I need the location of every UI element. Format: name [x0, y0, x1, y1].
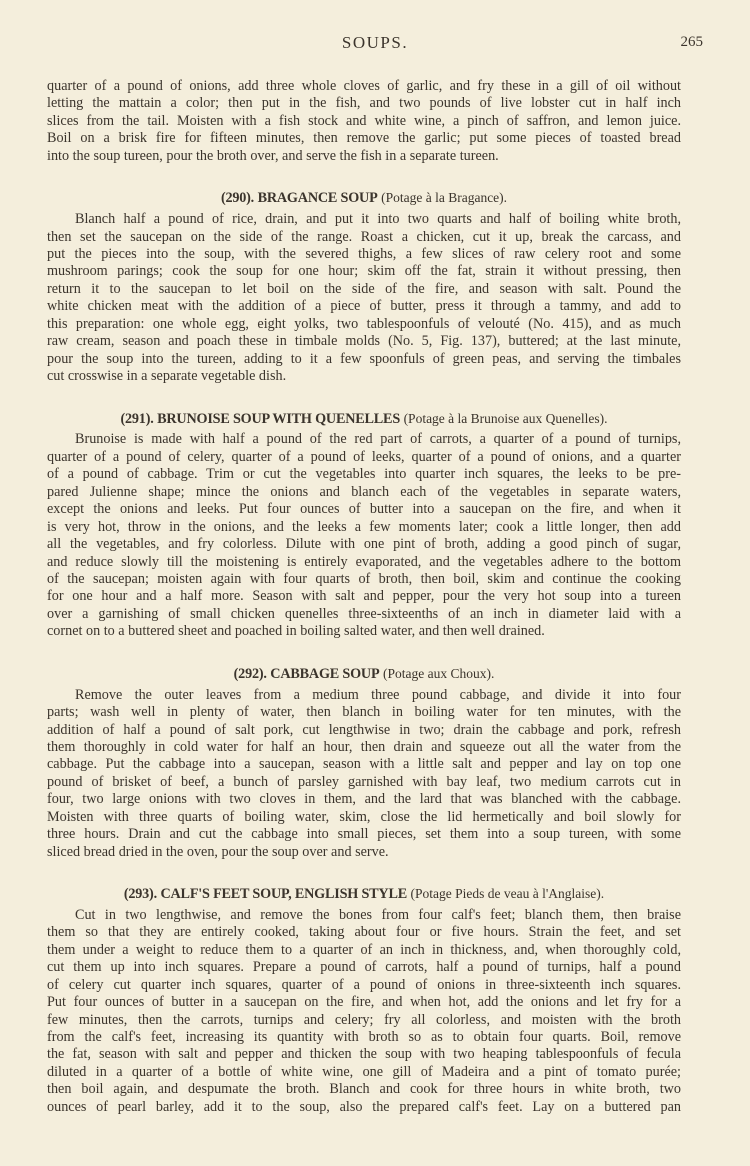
text-line: pour the soup into the tureen, adding to it a few spoonfuls of green peas, and serving the timbales — [47, 350, 681, 367]
text-line: four, two large onions with two cloves in them, and the lard that was blanched with the cabbage. — [47, 791, 681, 808]
recipe-number: (290). — [220, 190, 255, 207]
text-line: raw cream, season and poach these in timbale molds (No. 5, Fig. 137), buttered; at the last minute, — [47, 333, 681, 350]
text-line: Boil on a brisk fire for fifteen minutes, then remove the garlic; put some pieces of toasted bread — [47, 130, 681, 147]
text-line: quarter of a pound of onions, add three whole cloves of garlic, and fry these in a gill of oil without — [47, 78, 681, 94]
text-line: pared Julienne shape; mince the onions and blanch each of the vegetables in separate waters, — [47, 483, 681, 500]
text-line: pound of brisket of beef, a bunch of parsley garnished with bay leaf, two medium carrots cut in — [47, 773, 681, 790]
page-number: 265 — [680, 34, 703, 50]
recipe-french-title: (Potage à la Bragance). — [381, 190, 508, 206]
text-line: white chicken meat with the addition of a piece of butter, press it through a tammy, and add to — [47, 298, 681, 315]
text-line: from the calf's feet, increasing its quantity with broth so as to obtain four quarts. Boil, remove — [47, 1029, 681, 1045]
text-line: mushroom parings; cook the soup for one hour; skim off the fat, strain it without pressing, then — [47, 263, 681, 280]
recipe-section — [47, 189, 681, 385]
text-line: of the saucepan; moisten again with four quarts of broth, then boil, skim and continue the cooking — [47, 570, 681, 587]
text-line: them under a weight to reduce them to a quarter of an inch in thickness, and, when thoroughly cold, — [47, 941, 681, 958]
recipe-title: CALF'S FEET SOUP, ENGLISH STYLE — [160, 886, 407, 902]
text-line: cut them up into inch squares. Prepare a pound of carrots, half a pound of turnips, half a pound — [47, 959, 681, 976]
text-line: except the onions and leeks. Put four ounces of butter into a saucepan on the fire, and when it — [47, 501, 681, 518]
running-head — [0, 31, 750, 53]
text-line: diluted in a quarter of a bottle of white wine, one gill of Madeira and a pint of tomato purée; — [47, 1063, 681, 1080]
recipe-french-title: (Potage à la Brunoise aux Quenelles). — [403, 410, 608, 426]
recipe-number: (292). — [233, 665, 267, 682]
recipe-title: CABBAGE SOUP — [270, 665, 380, 682]
recipe-heading — [47, 665, 681, 682]
text-line: Blanch half a pound of rice, drain, and put it into two quarts and half of boiling white broth, — [75, 211, 681, 228]
text-line: Brunoise is made with half a pound of the red part of carrots, a quarter of a pound of turnips, — [75, 431, 681, 448]
text-line: three hours. Drain and cut the cabbage into small pieces, set them into a soup tureen, with some — [47, 826, 681, 843]
text-line: and reduce slowly till the moistening is entirely evaporated, and the vegetables adhere to the bottom — [47, 553, 681, 570]
text-line: Remove the outer leaves from a medium three pound cabbage, and divide it into four — [75, 686, 681, 703]
recipe-section — [47, 665, 681, 861]
text-line: then set the saucepan on the side of the range. Roast a chicken, cut it up, break the carcass, and — [47, 228, 681, 245]
recipe-heading — [47, 410, 681, 427]
text-line: cut crosswise in a separate vegetable dish. — [47, 368, 287, 385]
recipe-title: BRAGANCE SOUP — [257, 190, 378, 207]
text-line: quarter of a pound of celery, quarter of a pound of leeks, quarter of a pound of onions, and a quarter — [47, 448, 681, 465]
recipe-french-title: (Potage aux Choux). — [382, 665, 495, 681]
text-line: slices from the tail. Moisten with a fish stock and white wine, a pinch of saffron, and lemon juice. — [47, 112, 681, 129]
text-line: letting the mattain a color; then put in the fish, and two pounds of live lobster cut in half inch — [47, 95, 681, 112]
text-line: is very hot, throw in the onions, and the leeks a few moments later; cook a little longer, then add — [47, 518, 681, 535]
text-line: Put four ounces of butter in a saucepan on the fire, and when hot, add the onions and let fry for a — [47, 994, 681, 1011]
text-line: over a garnishing of small chicken quenelles three-sixteenths of an inch in diameter laid with a — [47, 605, 681, 622]
text-line: then boil again, and despumate the broth. Blanch and cook for three hours in white broth, two — [47, 1081, 681, 1098]
text-line: cabbage. Put the cabbage into a saucepan, season with a little salt and pepper and lay on top one — [47, 756, 681, 773]
recipe-section — [47, 78, 681, 165]
recipe-french-title: (Potage Pieds de veau à l'Anglaise). — [410, 886, 605, 901]
text-line: ounces of pearl barley, add it to the soup, also the prepared calf's feet. Lay on a buttered pan — [47, 1098, 681, 1115]
text-line: sliced bread dried in the oven, pour the soup over and serve. — [47, 843, 389, 860]
text-line: return it to the saucepan to let boil on the side of the fire, and season with salt. Pound the — [47, 280, 681, 297]
recipe-heading — [47, 885, 681, 902]
text-line: the fat, season with salt and pepper and thicken the soup with two heaping tablespoonfuls of fecula — [47, 1046, 681, 1063]
running-head-title: SOUPS. — [341, 33, 409, 52]
text-line: this preparation: one whole egg, eight yolks, two tablespoonfuls of velouté (No. 415), and as much — [47, 315, 681, 332]
recipe-heading — [47, 189, 681, 206]
text-line: them thoroughly in cold water for half an hour, then drain and squeeze out all the water from the — [47, 738, 681, 755]
recipe-number: (291). — [120, 410, 154, 427]
recipe-section — [47, 410, 681, 641]
text-line: put the pieces into the soup, with the severed thighs, a few slices of raw celery root and some — [47, 246, 681, 262]
text-line: few minutes, then the carrots, turnips and celery; fry all colorless, and moisten with the broth — [47, 1011, 681, 1028]
page-body — [47, 78, 681, 1116]
text-line: into the soup tureen, pour the broth over, and serve the fish in a separate tureen. — [47, 147, 499, 164]
text-line: cornet on to a buttered sheet and poached in boiling salted water, and then well drained. — [47, 623, 545, 640]
text-line: parts; wash well in plenty of water, then blanch in boiling water for ten minutes, with the — [47, 704, 681, 721]
text-line: Cut in two lengthwise, and remove the bones from four calf's feet; blanch them, then braise — [75, 906, 681, 923]
recipe-section — [47, 885, 681, 1116]
text-line: all the vegetables, and fry colorless. Dilute with one pint of broth, adding a good pinch of sugar, — [47, 536, 681, 553]
recipe-title: BRUNOISE SOUP WITH QUENELLES — [157, 410, 401, 427]
text-line: Moisten with three quarts of boiling water, skim, close the lid hermetically and boil slowly for — [47, 808, 681, 825]
text-line: of celery cut quarter inch squares, quarter of a pound of onions in three-sixteenth inch squares. — [47, 976, 681, 993]
text-line: addition of half a pound of salt pork, cut lengthwise in two; drain the cabbage and pork, refresh — [47, 721, 681, 738]
text-line: them so that they are entirely cooked, taking about four or five hours. Strain the feet, and set — [47, 924, 681, 941]
text-line: for one hour and a half more. Season with salt and pepper, pour the very hot soup into a tureen — [47, 588, 681, 605]
recipe-number: (293). — [123, 886, 157, 902]
text-line: of a pound of cabbage. Trim or cut the vegetables into quarter inch squares, the leeks to be pre- — [47, 466, 681, 483]
